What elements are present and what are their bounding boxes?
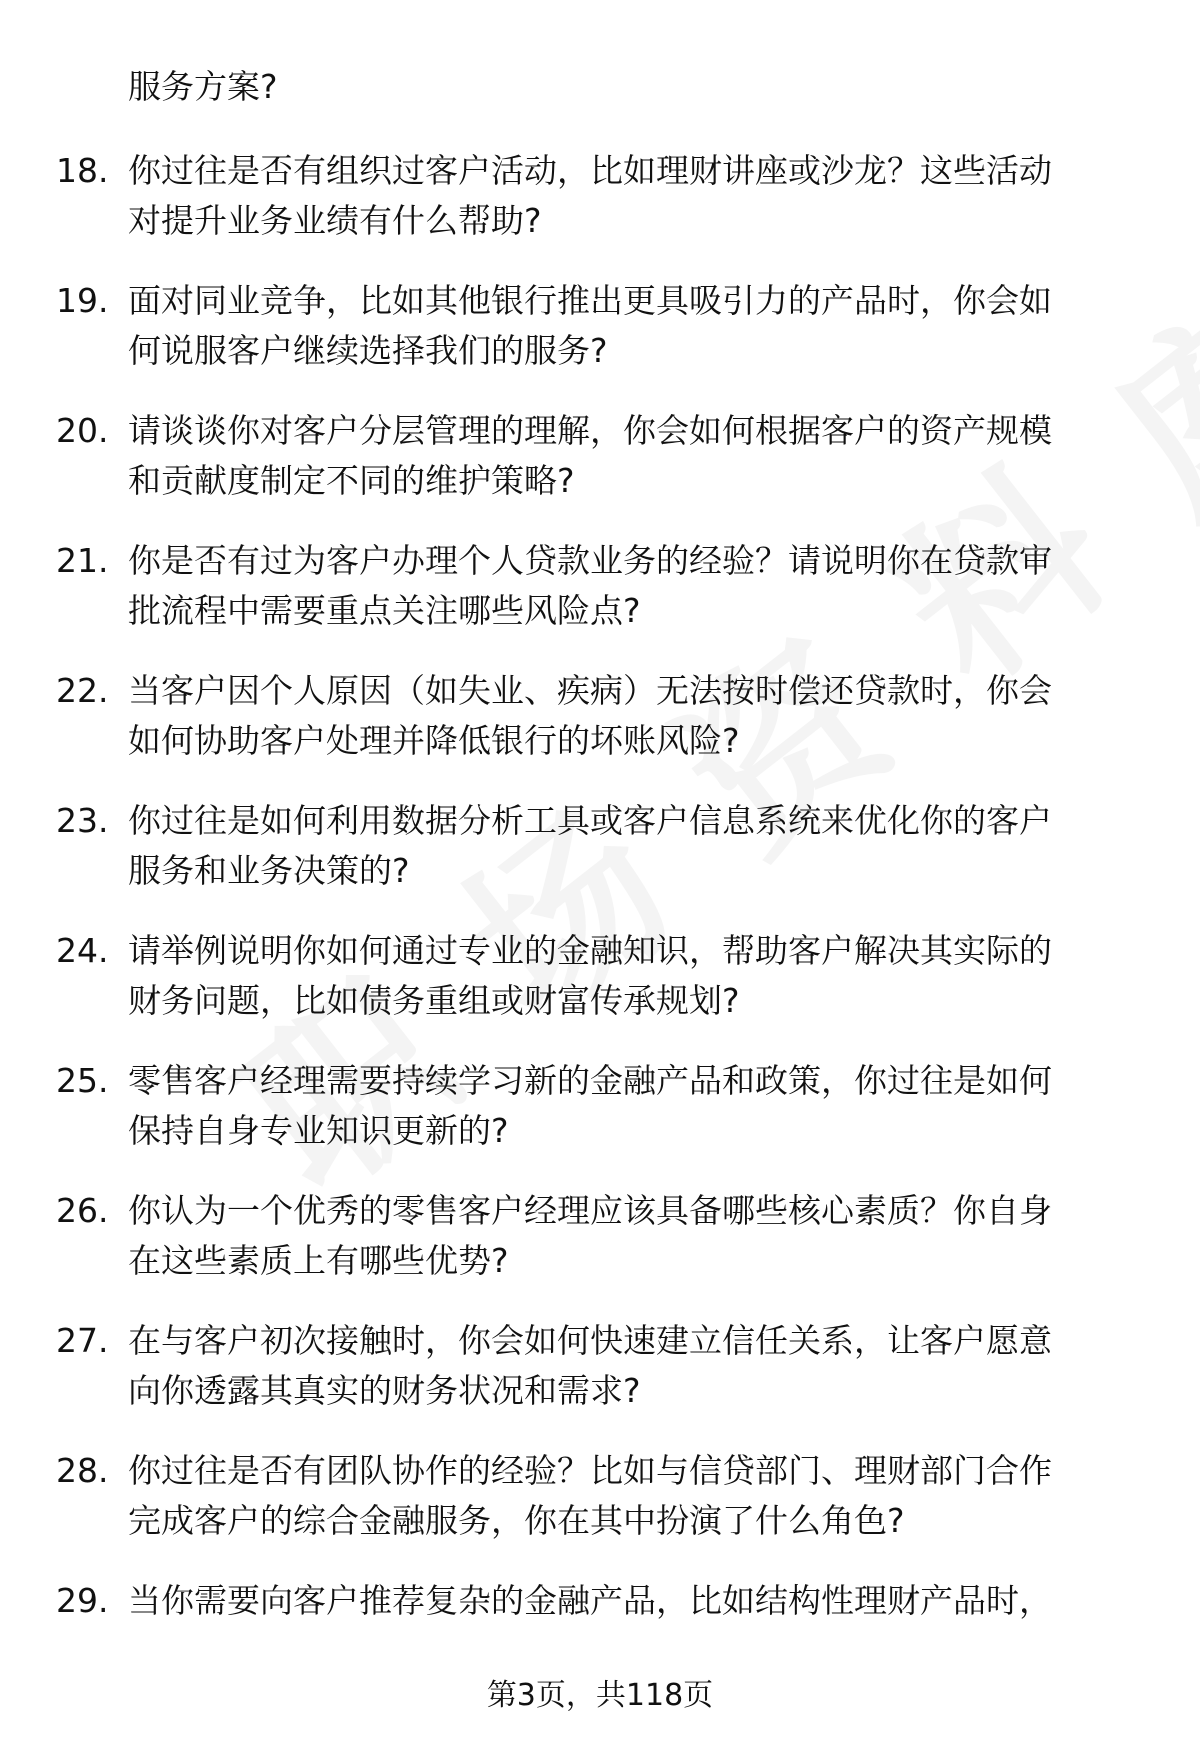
question-text-line: 请举例说明你如何通过专业的金融知识，帮助客户解决其实际的 <box>128 931 1052 970</box>
question-text <box>128 146 1138 246</box>
question-number: 29. <box>56 1581 109 1620</box>
question-number: 20. <box>56 411 109 450</box>
continuation-text: 服务方案? <box>128 67 278 106</box>
question-text-line: 财务问题，比如债务重组或财富传承规划? <box>128 981 740 1020</box>
question-number: 21. <box>56 541 109 580</box>
question-text-line: 完成客户的综合金融服务，你在其中扮演了什么角色? <box>128 1501 905 1540</box>
question-text <box>128 1316 1138 1416</box>
question-text-line: 向你透露其真实的财务状况和需求? <box>128 1371 641 1410</box>
question-number: 27. <box>56 1321 109 1360</box>
question-number: 28. <box>56 1451 109 1490</box>
question-number: 23. <box>56 801 109 840</box>
question-text-line: 和贡献度制定不同的维护策略? <box>128 461 575 500</box>
question-text-line: 批流程中需要重点关注哪些风险点? <box>128 591 641 630</box>
question-text <box>128 1056 1138 1156</box>
question-text-line: 对提升业务业绩有什么帮助? <box>128 201 542 240</box>
question-text-line: 你是否有过为客户办理个人贷款业务的经验？请说明你在贷款审 <box>128 541 1052 580</box>
question-number: 22. <box>56 671 109 710</box>
question-item <box>0 926 1200 1056</box>
question-text <box>128 926 1138 1026</box>
question-item <box>0 146 1200 276</box>
question-item <box>0 406 1200 536</box>
question-text-line: 你过往是如何利用数据分析工具或客户信息系统来优化你的客户 <box>128 801 1052 840</box>
question-text-line: 请谈谈你对客户分层管理的理解，你会如何根据客户的资产规模 <box>128 411 1052 450</box>
question-text <box>128 1576 1138 1626</box>
question-text <box>128 796 1138 896</box>
question-text <box>128 1446 1138 1546</box>
question-text-line: 你过往是否有组织过客户活动，比如理财讲座或沙龙？这些活动 <box>128 151 1052 190</box>
question-text-line: 如何协助客户处理并降低银行的坏账风险? <box>128 721 740 760</box>
question-text-line: 在与客户初次接触时，你会如何快速建立信任关系，让客户愿意 <box>128 1321 1052 1360</box>
question-text-line: 零售客户经理需要持续学习新的金融产品和政策，你过往是如何 <box>128 1061 1052 1100</box>
question-list <box>0 146 1200 1706</box>
question-text <box>128 406 1138 506</box>
question-item <box>0 1056 1200 1186</box>
question-item <box>0 1316 1200 1446</box>
question-text <box>128 1186 1138 1286</box>
question-text <box>128 276 1138 376</box>
question-number: 25. <box>56 1061 109 1100</box>
question-item <box>0 796 1200 926</box>
page-footer: 第3页，共118页 <box>486 1678 714 1713</box>
question-text <box>128 536 1138 636</box>
question-text-line: 保持自身专业知识更新的? <box>128 1111 509 1150</box>
question-number: 26. <box>56 1191 109 1230</box>
question-item <box>0 1446 1200 1576</box>
question-text-line: 服务和业务决策的? <box>128 851 410 890</box>
question-number: 18. <box>56 151 109 190</box>
question-text-line: 当客户因个人原因（如失业、疾病）无法按时偿还贷款时，你会 <box>128 671 1052 710</box>
question-text-line: 当你需要向客户推荐复杂的金融产品，比如结构性理财产品时， <box>128 1581 1052 1620</box>
question-text-line: 面对同业竞争，比如其他银行推出更具吸引力的产品时，你会如 <box>128 281 1052 320</box>
question-item <box>0 666 1200 796</box>
question-item <box>0 1186 1200 1316</box>
question-text-line: 你认为一个优秀的零售客户经理应该具备哪些核心素质？你自身 <box>128 1191 1052 1230</box>
question-number: 19. <box>56 281 109 320</box>
question-text <box>128 666 1138 766</box>
question-item <box>0 536 1200 666</box>
question-text-line: 何说服客户继续选择我们的服务? <box>128 331 608 370</box>
question-number: 24. <box>56 931 109 970</box>
question-text-line: 在这些素质上有哪些优势? <box>128 1241 509 1280</box>
question-item <box>0 276 1200 406</box>
question-text-line: 你过往是否有团队协作的经验？比如与信贷部门、理财部门合作 <box>128 1451 1052 1490</box>
